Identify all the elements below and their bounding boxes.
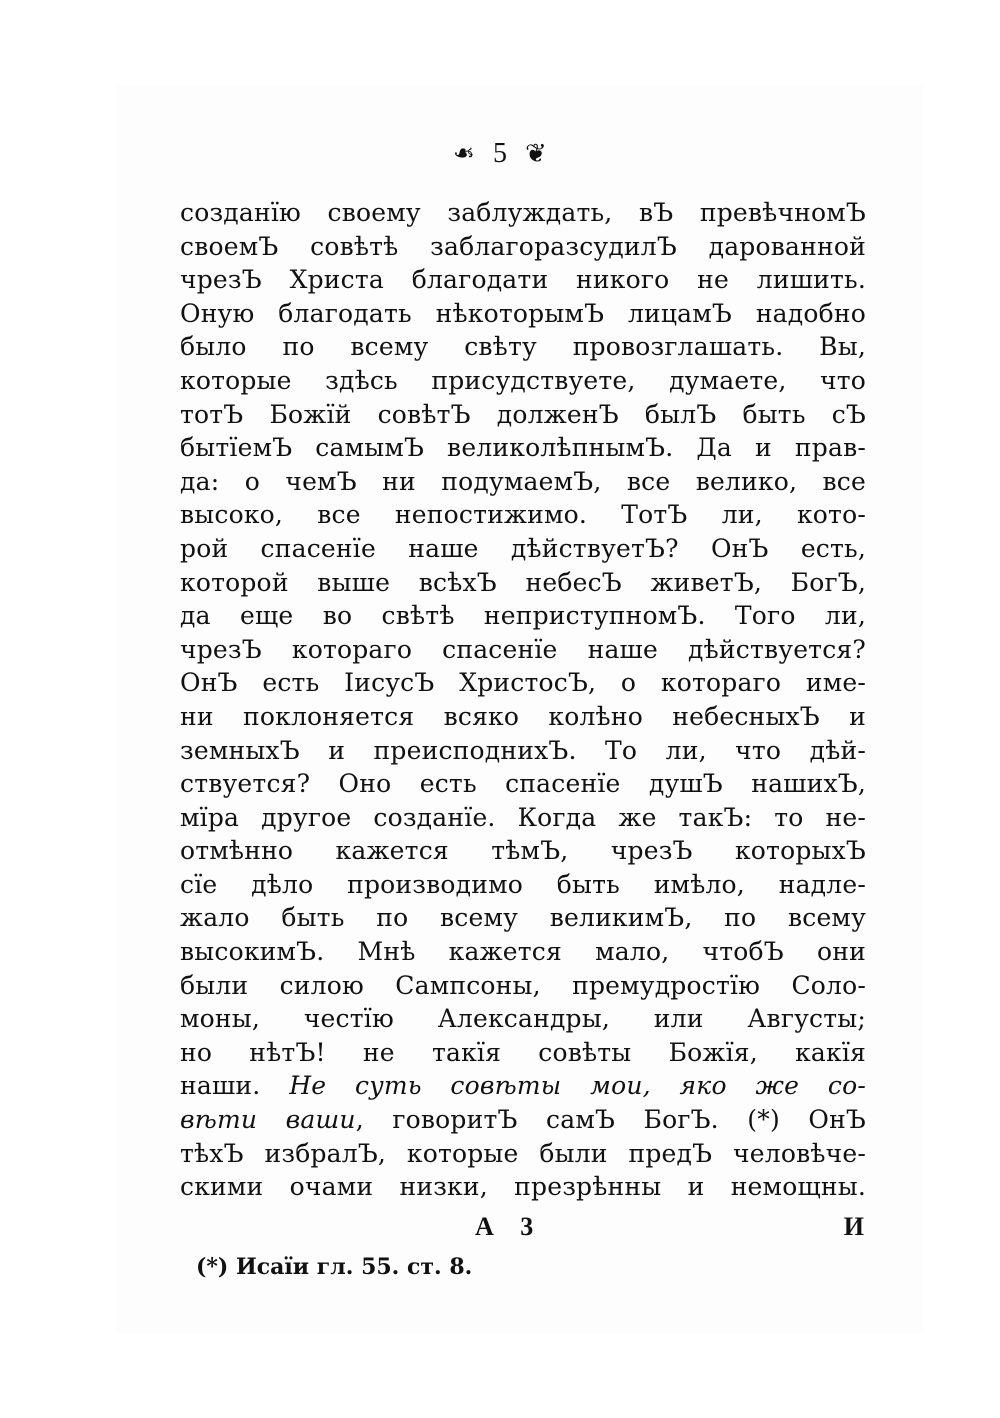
text-line-mixed (180, 1103, 866, 1137)
text-line: жало быть по всему великимЪ, по всему (180, 903, 866, 933)
text-line: моны, честїю Александры, или Августы; (180, 1004, 866, 1034)
text-segment: наши. (180, 1071, 290, 1101)
italic-quote: Не суть совѣты мои, яко же со- (289, 1071, 866, 1101)
text-line: отмѣнно кажется тѣмЪ, чрезЪ которыхЪ (180, 836, 866, 866)
text-line: Оную благодать нѣкоторымЪ лицамЪ надобно (180, 298, 866, 328)
text-line: да: о чемЪ ни подумаемЪ, все велико, все (180, 466, 866, 496)
text-line: были силою Сампсоны, премудростїю Соло- (180, 970, 866, 1000)
page-number: 5 (493, 138, 507, 169)
text-line: ни поклоняется всяко колѣно небесныхЪ и (180, 701, 866, 731)
text-line: да еще во свѣтѣ неприступномЪ. Того ли, (180, 601, 866, 631)
signature-row (180, 1212, 866, 1246)
text-line: но нѣтЪ! не такїя совѣты Божїя, какїя (180, 1037, 866, 1067)
text-line: тотЪ Божїй совѣтЪ долженЪ былЪ быть сЪ (180, 399, 866, 429)
text-line: чрезЪ котораго спасенїе наше дѣйствуется? (180, 634, 866, 664)
text-line: созданїю своему заблуждать, вЪ превѣчномЪ (180, 198, 866, 227)
text-line: чрезЪ Христа благодати никого не лишить. (180, 265, 866, 295)
text-line: которые здѣсь присудствуете, думаете, что (180, 365, 866, 395)
italic-quote: вѣти ваши (180, 1105, 356, 1135)
body-text (180, 196, 866, 1204)
text-line: сїе дѣло производимо быть имѣло, надле- (180, 869, 866, 899)
printer-signature-mark: А 3 (475, 1212, 544, 1241)
text-line-mixed (180, 1069, 866, 1103)
text-line: бытїемЪ самымЪ великолѣпнымЪ. Да и прав- (180, 433, 866, 463)
page-header (0, 134, 1000, 174)
text-line: высоко, все непостижимо. ТотЪ ли, кото- (180, 500, 866, 530)
text-line: высокимЪ. Мнѣ кажется мало, чтобЪ они (180, 937, 866, 967)
text-line: которой выше всѣхЪ небесЪ живетЪ, БогЪ, (180, 567, 866, 597)
text-line: мїра другое созданїе. Когда же такЪ: то не- (180, 802, 866, 832)
text-segment: , говоритЪ самЪ БогЪ. (*) ОнЪ (355, 1105, 866, 1135)
text-line: скими очами низки, презрѣнны и немощны. (180, 1172, 866, 1202)
fleuron-left-icon: ❧ (453, 139, 475, 169)
fleuron-right-icon: ❦ (525, 139, 547, 169)
catchword: И (843, 1212, 864, 1241)
footnote: (*) Исаїи гл. 55. ст. 8. (196, 1254, 473, 1280)
text-line: тѣхЪ избралЪ, которые были предЪ человѣче- (180, 1138, 866, 1168)
text-line: рой спасенїе наше дѣйствуетЪ? ОнЪ есть, (180, 533, 866, 563)
text-line: своемЪ совѣтѣ заблагоразсудилЪ дарованной (180, 231, 866, 261)
text-line: земныхЪ и преисподнихЪ. То ли, что дѣй- (180, 735, 866, 765)
text-line: ОнЪ есть ІисусЪ ХристосЪ, о котораго име- (180, 668, 866, 698)
text-line: было по всему свѣту провозглашать. Вы, (180, 332, 866, 362)
text-line: ствуется? Оно есть спасенїе душЪ нашихЪ, (180, 769, 866, 799)
